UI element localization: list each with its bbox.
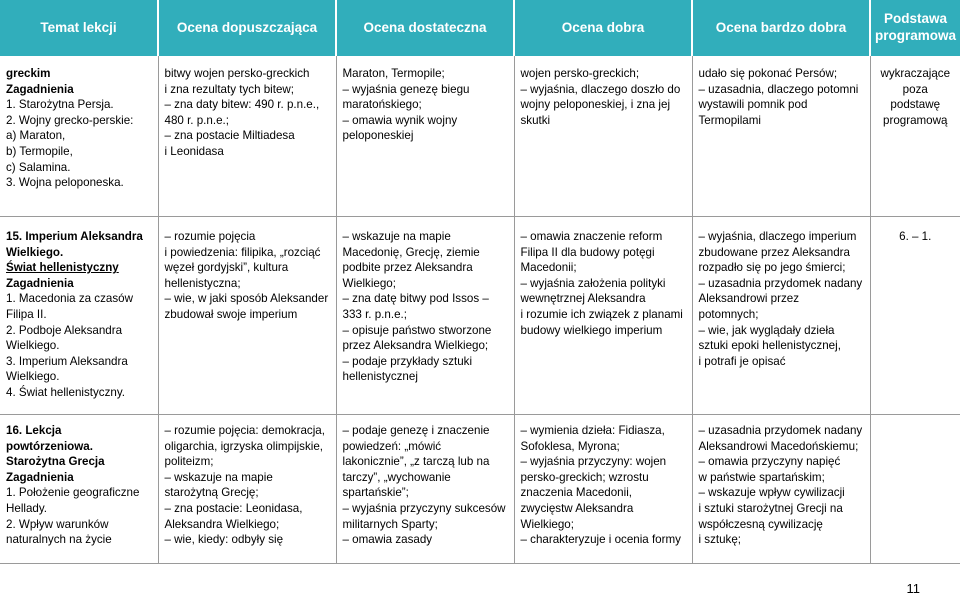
requirement-line: – wskazuje na mapie <box>342 230 451 243</box>
header-topic: Temat lekcji <box>0 0 158 56</box>
requirement-line: – wie, kiedy: odbyły się <box>164 533 284 547</box>
requirement-line: i rozumie ich związek z planami <box>520 307 683 321</box>
table-row <box>0 415 960 564</box>
requirement-line: hellenistycznej <box>342 370 418 384</box>
requirement-line: współczesną cywilizację <box>698 517 823 531</box>
requirement-line: – wyjaśnia założenia polityki <box>520 276 666 290</box>
grade-5-cell <box>692 415 870 564</box>
requirement-line: – wskazuje wpływ cywilizacji <box>698 486 845 500</box>
requirement-line: zbudowane przez Aleksandra <box>698 245 850 259</box>
requirement-line: – wyjaśnia genezę biegu <box>342 82 470 96</box>
topic-zagadnienia-label: Zagadnienia <box>6 276 74 290</box>
requirement-line: – wie, w jaki sposób Aleksander <box>164 292 329 306</box>
topic-item: Wielkiego. <box>6 370 60 384</box>
topic-title: greckim <box>6 67 51 80</box>
grade-2-cell <box>158 56 336 217</box>
grade-3-cell <box>336 415 514 564</box>
table-row <box>0 217 960 415</box>
grade-5-cell <box>692 217 870 415</box>
requirement-line: – omawia przyczyny napięć <box>698 455 841 469</box>
topic-title: 16. Lekcja powtórzeniowa. <box>6 424 93 453</box>
requirement-line: Macedonię, Grecję, ziemie <box>342 245 480 259</box>
topic-cell <box>0 415 158 564</box>
grade-2-cell <box>158 217 336 415</box>
requirement-line: 333 r. p.n.e.; <box>342 307 407 321</box>
topic-subtitle: Starożytna Grecja <box>6 455 105 469</box>
requirement-line: Wielkiego; <box>342 276 396 290</box>
requirement-line: wojen persko-greckich; <box>520 67 640 80</box>
requirement-line: Termopilami <box>698 113 761 127</box>
curriculum-line: wykraczające <box>880 67 951 80</box>
curriculum-cell <box>870 56 960 217</box>
requirement-line: Aleksandrowi Macedońskiemu; <box>698 439 859 453</box>
requirement-line: – uzasadnia, dlaczego potomni <box>698 82 859 96</box>
requirement-line: politeizm; <box>164 455 214 469</box>
requirement-line: skutki <box>520 113 551 127</box>
topic-item: b) Termopile, <box>6 144 73 158</box>
requirement-line: 480 r. p.n.e.; <box>164 113 229 127</box>
topic-cell <box>0 217 158 415</box>
requirement-line: – rozumie pojęcia <box>164 230 256 243</box>
requirement-line: lakonicznie”, „z tarczą lub na <box>342 455 490 469</box>
requirement-line: Maraton, Termopile; <box>342 67 445 80</box>
requirement-line: oligarchia, igrzyska olimpijskie, <box>164 439 324 453</box>
topic-subtitle: Świat hellenistyczny <box>6 261 119 275</box>
requirement-line: – podaje genezę i znaczenie <box>342 424 490 437</box>
curriculum-cell <box>870 415 960 564</box>
topic-item: 1. Położenie geograficzne <box>6 486 140 500</box>
requirement-line: – wskazuje na mapie <box>164 470 273 484</box>
topic-cell <box>0 56 158 217</box>
requirement-line: – opisuje państwo stworzone <box>342 323 492 337</box>
requirement-line: i sztuki starożytnej Grecji na <box>698 501 843 515</box>
topic-item: Wielkiego. <box>6 339 60 353</box>
requirement-line: bitwy wojen persko-greckich <box>164 67 310 80</box>
requirement-line: węzeł gordyjski”, kultura <box>164 261 289 275</box>
requirement-line: i Leonidasa <box>164 144 224 158</box>
curriculum-line: programową <box>883 113 948 127</box>
requirement-line: wewnętrznej Aleksandra <box>520 292 646 306</box>
curriculum-line: 6. – 1. <box>899 230 932 243</box>
requirement-line: – wyjaśnia, dlaczego doszło do <box>520 82 681 96</box>
requirement-line: – zna postacie Miltiadesa <box>164 129 295 143</box>
topic-item: 2. Wpływ warunków <box>6 517 109 531</box>
requirement-line: Wielkiego; <box>520 517 574 531</box>
requirement-line: – rozumie pojęcia: demokracja, <box>164 424 325 437</box>
requirement-line: tarczy”, „wychowanie <box>342 470 451 484</box>
requirement-line: zwycięstw Aleksandra <box>520 501 634 515</box>
curriculum-line: poza <box>902 82 928 96</box>
header-curriculum: Podstawa programowa <box>870 0 960 56</box>
requirement-line: Aleksandrowi przez <box>698 292 800 306</box>
requirement-line: i potrafi je opisać <box>698 354 786 368</box>
topic-item: 2. Podboje Aleksandra <box>6 323 123 337</box>
header-grade-4: Ocena dobra <box>514 0 692 56</box>
requirement-line: – zna daty bitew: 490 r. p.n.e., <box>164 98 320 112</box>
requirement-line: Aleksandra Wielkiego; <box>164 517 280 531</box>
requirement-line: i powiedzenia: filipika, „rozciąć <box>164 245 321 259</box>
requirement-line: zbudował swoje imperium <box>164 307 298 321</box>
requirement-line: budowy wielkiego imperium <box>520 323 663 337</box>
requirement-line: – omawia wynik wojny <box>342 113 458 127</box>
grade-4-cell <box>514 217 692 415</box>
topic-item: 3. Wojna peloponeska. <box>6 176 124 190</box>
requirement-line: wystawili pomnik pod <box>698 98 808 112</box>
requirement-line: – charakteryzuje i ocenia formy <box>520 533 681 547</box>
requirement-line: – uzasadnia przydomek nadany <box>698 424 863 437</box>
topic-item: Filipa II. <box>6 307 47 321</box>
requirement-line: Filipa II dla budowy potęgi <box>520 245 655 259</box>
requirement-line: podbite przez Aleksandra <box>342 261 473 275</box>
requirement-line: sztuki epoki hellenistycznej, <box>698 339 841 353</box>
topic-item: c) Salamina. <box>6 160 71 174</box>
topic-item: naturalnych na życie <box>6 533 112 547</box>
topic-item: 4. Świat hellenistyczny. <box>6 385 125 399</box>
requirement-line: persko-greckich; wzrostu <box>520 470 649 484</box>
requirement-line: – uzasadnia przydomek nadany <box>698 276 863 290</box>
requirement-line: – podaje przykłady sztuki <box>342 354 473 368</box>
topic-item: 3. Imperium Aleksandra <box>6 354 128 368</box>
table-row <box>0 56 960 217</box>
requirement-line: maratońskiego; <box>342 98 422 112</box>
grade-3-cell <box>336 56 514 217</box>
requirement-line: – zna postacie: Leonidasa, <box>164 501 303 515</box>
requirement-line: i sztukę; <box>698 533 742 547</box>
requirement-line: znaczenia Macedonii, <box>520 486 632 500</box>
topic-zagadnienia-label: Zagadnienia <box>6 470 74 484</box>
requirement-line: powiedzeń: „mówić <box>342 439 442 453</box>
topic-zagadnienia-label: Zagadnienia <box>6 82 74 96</box>
topic-title: 15. Imperium Aleksandra Wielkiego. <box>6 230 143 259</box>
requirement-line: – wie, jak wyglądały dzieła <box>698 323 835 337</box>
topic-item: a) Maraton, <box>6 129 66 143</box>
topic-item: 2. Wojny grecko-perskie: <box>6 113 134 127</box>
requirement-line: przez Aleksandra Wielkiego; <box>342 339 489 353</box>
requirement-line: – wyjaśnia, dlaczego imperium <box>698 230 857 243</box>
curriculum-cell <box>870 217 960 415</box>
grade-4-cell <box>514 56 692 217</box>
requirement-line: potomnych; <box>698 307 759 321</box>
grade-3-cell <box>336 217 514 415</box>
requirement-line: peloponeskiej <box>342 129 414 143</box>
header-grade-3: Ocena dostateczna <box>336 0 514 56</box>
requirement-line: udało się pokonać Persów; <box>698 67 838 80</box>
requirement-line: – omawia zasady <box>342 533 433 547</box>
requirement-line: militarnych Sparty; <box>342 517 438 531</box>
requirement-line: w państwie spartańskim; <box>698 470 825 484</box>
requirement-line: i zna rezultaty tych bitew; <box>164 82 295 96</box>
requirement-line: rozpadło się po jego śmierci; <box>698 261 846 275</box>
grade-2-cell <box>158 415 336 564</box>
requirement-line: – wymienia dzieła: Fidiasza, <box>520 424 665 437</box>
requirement-line: starożytną Grecję; <box>164 486 259 500</box>
requirement-line: – omawia znaczenie reform <box>520 230 663 243</box>
topic-item: Hellady. <box>6 501 48 515</box>
requirement-line: wojny peloponeskiej, i zna jej <box>520 98 671 112</box>
topic-item: 1. Starożytna Persja. <box>6 98 114 112</box>
table-header-row <box>0 0 960 56</box>
requirement-line: – zna datę bitwy pod Issos – <box>342 292 489 306</box>
requirement-line: – wyjaśnia przyczyny: wojen <box>520 455 667 469</box>
requirement-line: spartańskie”; <box>342 486 409 500</box>
requirement-line: Macedonii; <box>520 261 577 275</box>
requirement-line: hellenistyczna; <box>164 276 241 290</box>
header-grade-5: Ocena bardzo dobra <box>692 0 870 56</box>
requirement-line: Sofoklesa, Myrona; <box>520 439 620 453</box>
page-number: 11 <box>906 581 920 596</box>
grade-5-cell <box>692 56 870 217</box>
header-grade-2: Ocena dopuszczająca <box>158 0 336 56</box>
topic-item: 1. Macedonia za czasów <box>6 292 133 306</box>
grade-4-cell <box>514 415 692 564</box>
curriculum-line: podstawę <box>890 98 941 112</box>
requirement-line: – wyjaśnia przyczyny sukcesów <box>342 501 506 515</box>
